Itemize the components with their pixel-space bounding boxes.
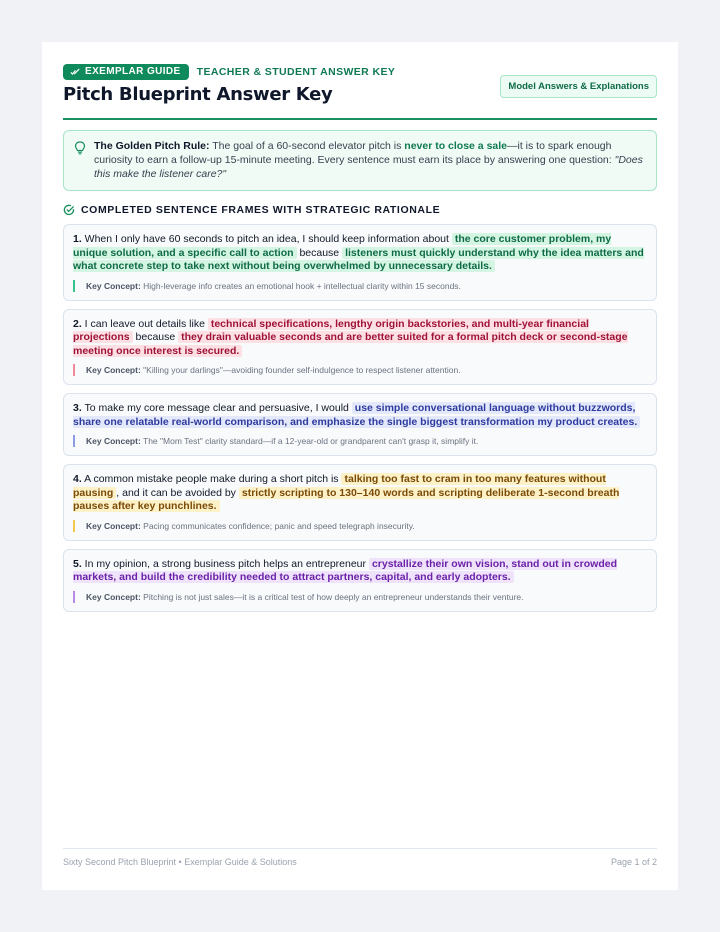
key-concept-label: Key Concept:: [86, 365, 141, 375]
check-circle-icon: [63, 204, 75, 216]
sentence-frame-card-5: [63, 549, 657, 612]
key-concept: [73, 280, 647, 292]
sentence-frame-card-1: [63, 224, 657, 301]
frame-sentence: [73, 473, 647, 514]
page-number: Page 1 of 2: [610, 857, 657, 867]
sentence-frame-card-4: [63, 464, 657, 541]
answer-highlight: technical specifications, lengthy origin backstories, and multi-year financial projections: [73, 317, 589, 343]
answer-highlight: they drain valuable seconds and are better suited for a formal pitch deck or second-stage meeting once interest is secured.: [73, 331, 628, 357]
sentence-frame-card-3: [63, 393, 657, 456]
frame-text: When I only have 60 seconds to pitch an idea, I should keep information about: [81, 233, 452, 245]
frame-sentence: [73, 558, 647, 585]
lightbulb-icon: [74, 141, 86, 155]
section-title: [63, 204, 657, 216]
key-concept-text: Pitching is not just sales—it is a critical test of how deeply an entrepreneur understands their venture.: [140, 591, 524, 602]
key-concept-text: The "Mom Test" clarity standard—if a 12-year-old or grandparent can't grasp it, simplify it.: [140, 436, 479, 446]
answer-highlight: crystallize their own vision, stand out in crowded markets, and build the credibility needed to attract partners, capital, and early adopters.: [73, 557, 617, 583]
callout-text-2: —it is to spark enough curiosity to earn a follow-up 15-minute meeting. Every sentence must earn its place by answering one question:: [94, 140, 615, 166]
item-number: 1.: [73, 233, 82, 245]
callout-question: "Does this make the listener care?": [94, 154, 643, 180]
callout-text-1: The goal of a 60-second elevator pitch is: [209, 140, 405, 152]
item-number: 2.: [73, 317, 82, 330]
key-concept: [73, 364, 647, 376]
page-footer: [63, 848, 657, 867]
frame-text: because: [132, 331, 179, 343]
header-divider: [63, 118, 657, 120]
key-concept: [73, 591, 647, 603]
sentence-frame-card-2: [63, 309, 657, 386]
key-concept-text: Pacing communicates confidence; panic and speed telegraph insecurity.: [140, 520, 415, 531]
key-concept: [73, 435, 647, 447]
key-concept-label: Key Concept:: [86, 280, 141, 291]
double-check-icon: [70, 67, 80, 77]
key-concept: [73, 520, 647, 532]
item-number: 5.: [73, 557, 82, 570]
page-title: Pitch Blueprint Answer Key: [63, 84, 333, 105]
key-concept-label: Key Concept:: [86, 520, 141, 531]
page-header: [63, 64, 657, 116]
frame-text: To make my core message clear and persuasive, I would: [81, 402, 352, 414]
item-number: 3.: [73, 402, 82, 414]
answer-key-page: [42, 42, 678, 890]
badge-label: EXEMPLAR GUIDE: [85, 66, 181, 77]
item-number: 4.: [73, 473, 82, 485]
key-concept-label: Key Concept:: [86, 436, 141, 446]
answer-key-subhead: TEACHER & STUDENT ANSWER KEY: [196, 66, 396, 78]
frame-text: A common mistake people make during a short pitch is: [81, 473, 342, 485]
frame-text: I can leave out details like: [81, 317, 208, 330]
golden-rule-callout: [63, 130, 657, 191]
footer-doc-title: Sixty Second Pitch Blueprint • Exemplar Guide & Solutions: [63, 857, 297, 867]
model-answers-pill: Model Answers & Explanations: [500, 75, 657, 98]
frame-text: , and it can be avoided by: [116, 486, 239, 499]
exemplar-badge: [63, 64, 189, 80]
frame-sentence: [73, 318, 647, 359]
answer-highlight: the core customer problem, my unique solution, and a specific call to action: [73, 233, 612, 259]
key-concept-text: High-leverage info creates an emotional hook + intellectual clarity within 15 seconds.: [140, 280, 461, 291]
answer-highlight: listeners must quickly understand why the idea matters and what concrete step to take next without being overwhelmed by unnecessary details.: [73, 246, 644, 272]
section-title-text: COMPLETED SENTENCE FRAMES WITH STRATEGIC RATIONALE: [81, 204, 441, 216]
frame-sentence: [73, 233, 647, 274]
callout-label: The Golden Pitch Rule:: [94, 140, 210, 152]
frame-sentence: [73, 402, 647, 429]
frame-text: because: [296, 246, 343, 259]
key-concept-label: Key Concept:: [86, 591, 141, 602]
answer-highlight: use simple conversational language without buzzwords, share one relatable real-world comparison, and emphasize the single biggest transformation my product creates.: [73, 402, 640, 428]
key-concept-text: "Killing your darlings"—avoiding founder self-indulgence to respect listener attention.: [140, 365, 461, 375]
answer-highlight: strictly scripting to 130–140 words and scripting deliberate 1-second breath pauses after key punchlines.: [73, 486, 620, 512]
answer-highlight: talking too fast to cram in too many features without pausing: [73, 473, 606, 499]
callout-emphasis: never to close a sale: [404, 140, 508, 152]
frame-text: In my opinion, a strong business pitch helps an entrepreneur: [81, 557, 369, 570]
